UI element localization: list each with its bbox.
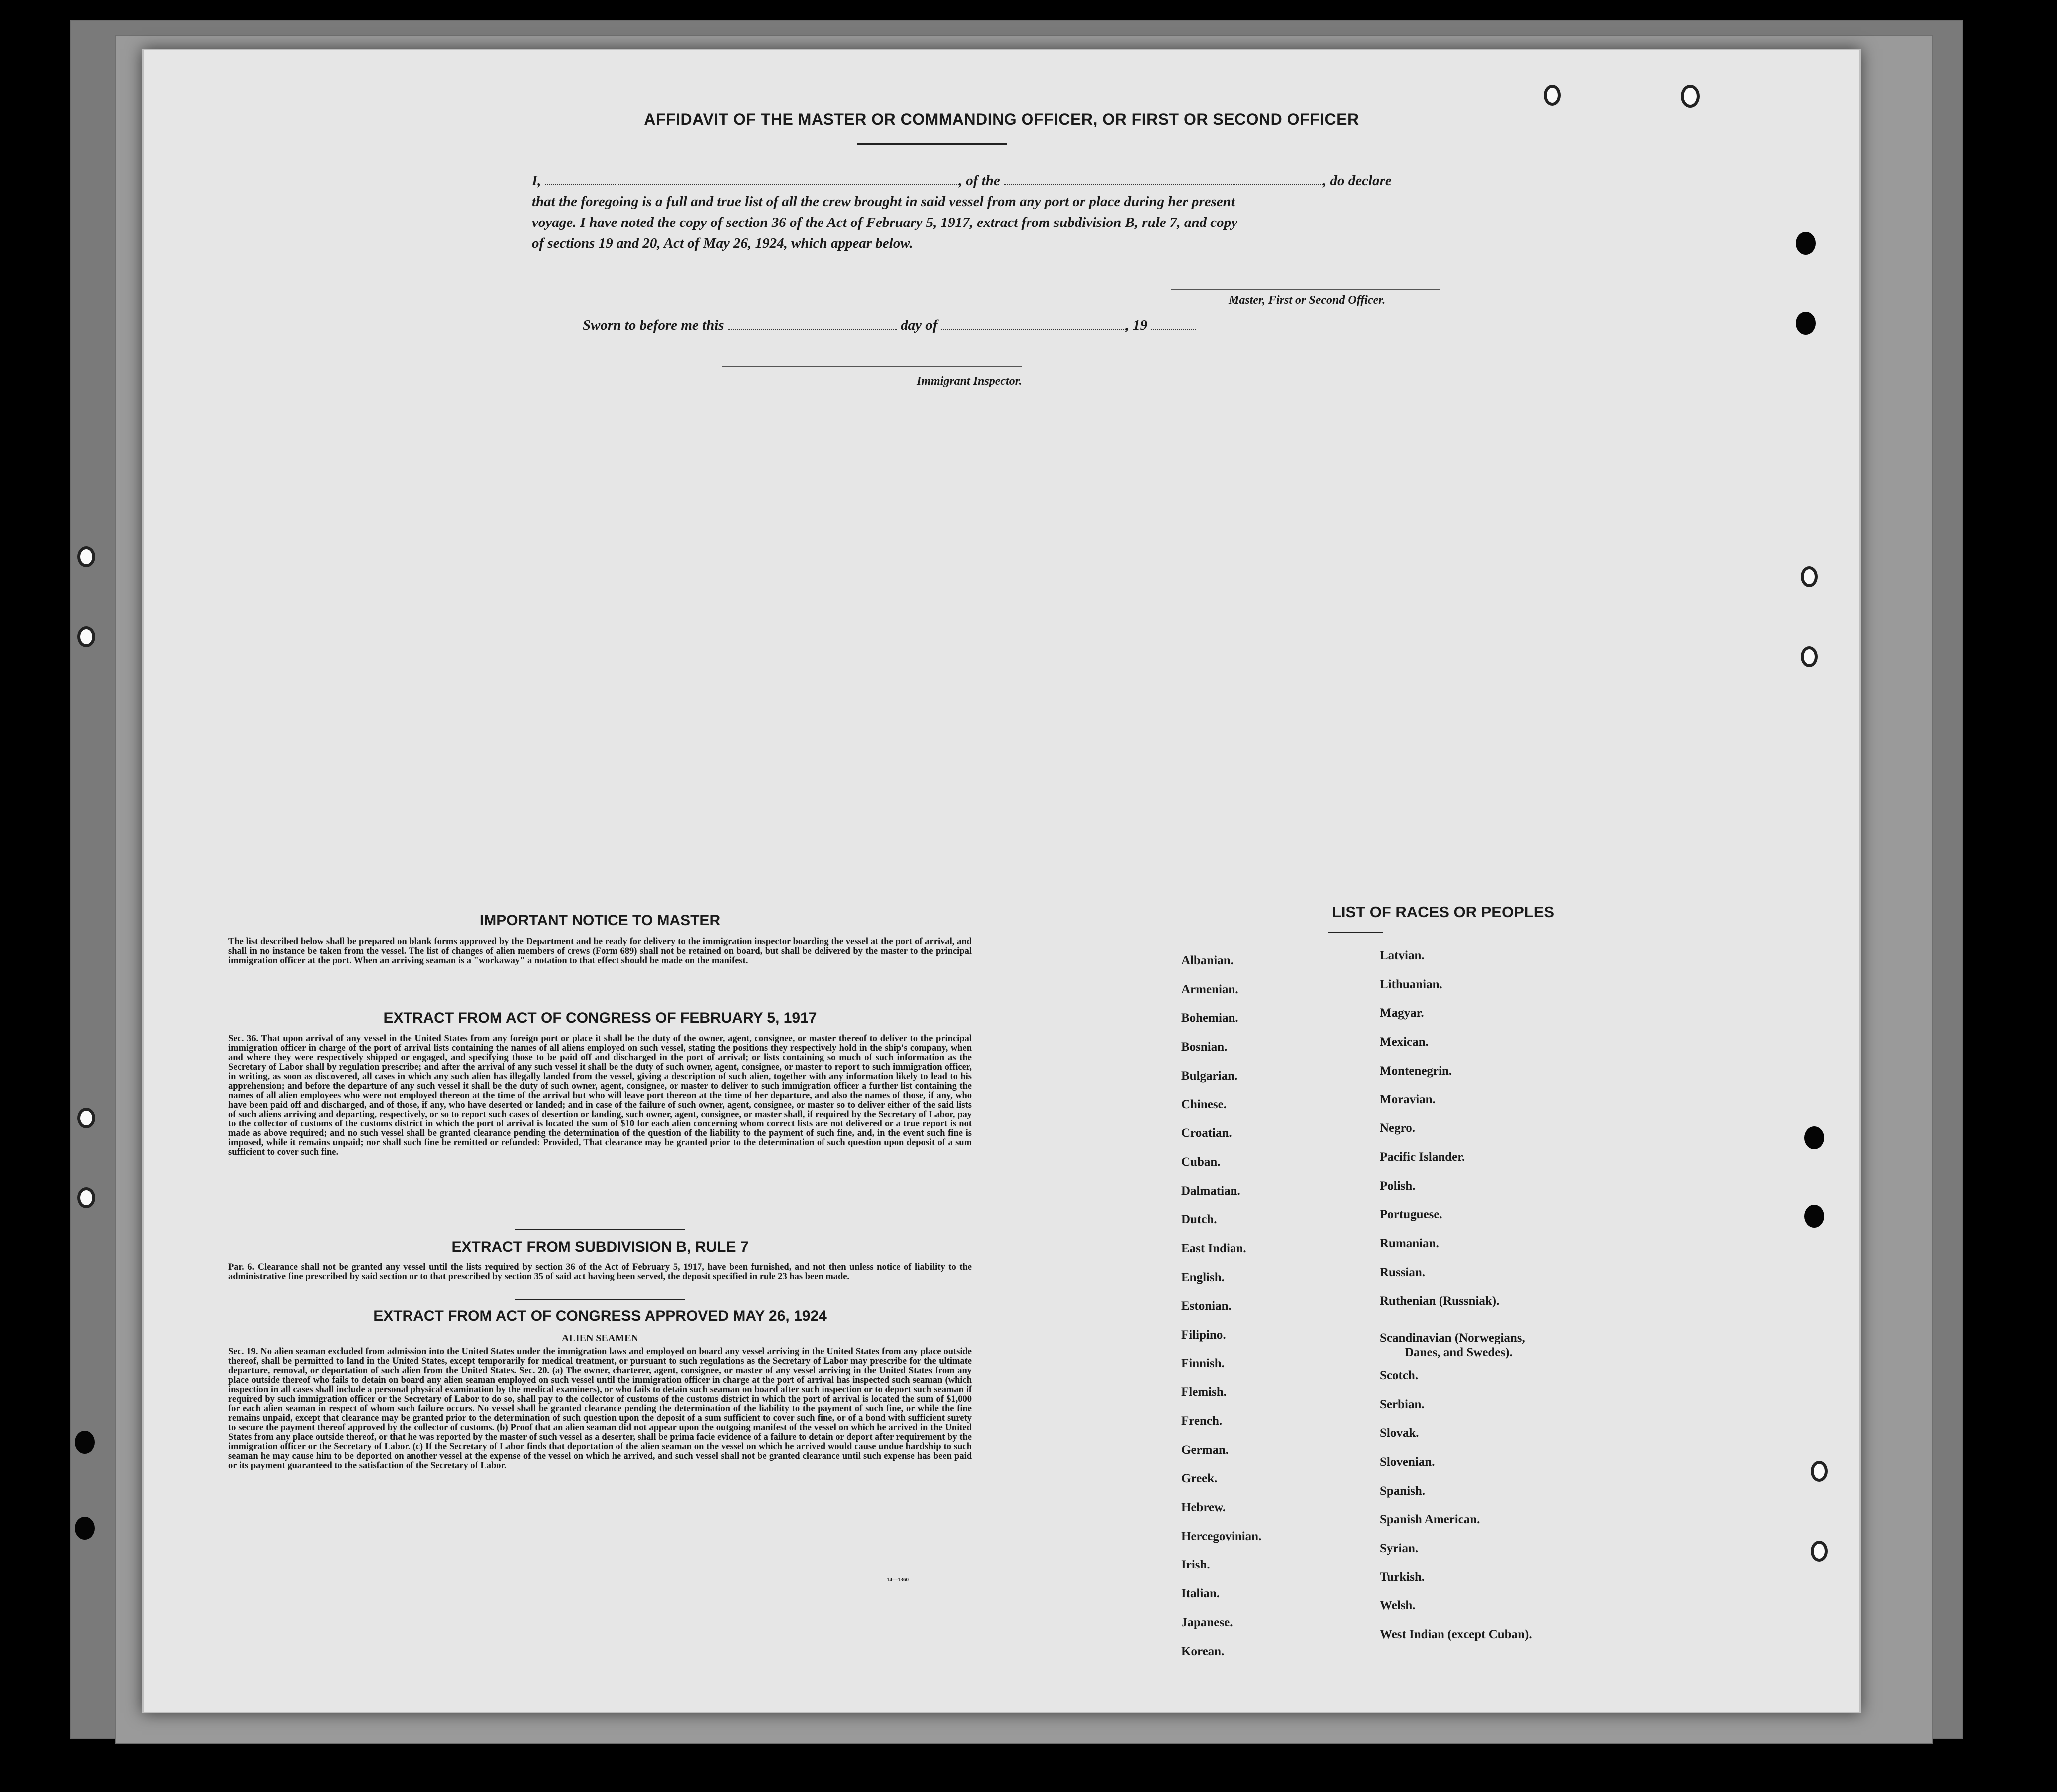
races-right-column xyxy=(1380,948,1532,1656)
race-item: Latvian. xyxy=(1380,949,1425,962)
race-item: Dutch. xyxy=(1181,1213,1217,1227)
binder-hole xyxy=(1796,232,1816,255)
sworn-text: Sworn to before me this xyxy=(583,317,724,333)
race-item: Russian. xyxy=(1380,1265,1426,1279)
race-item: Hebrew. xyxy=(1181,1501,1226,1515)
binder-hole xyxy=(1804,1205,1824,1228)
race-item: Finnish. xyxy=(1181,1356,1225,1370)
declaration-line-1 xyxy=(532,170,1619,191)
race-item: Bosnian. xyxy=(1181,1040,1228,1054)
vessel-name-field[interactable] xyxy=(1004,173,1323,185)
sworn-month-field[interactable] xyxy=(941,318,1126,330)
race-item: Spanish. xyxy=(1380,1484,1426,1498)
sworn-day-field[interactable] xyxy=(728,318,897,330)
declaration-do-declare: , do declare xyxy=(1323,173,1392,189)
binder-hole xyxy=(75,1431,95,1454)
race-item: Bohemian. xyxy=(1181,1011,1238,1025)
race-item: Spanish American. xyxy=(1380,1513,1480,1527)
race-item: Albanian. xyxy=(1181,954,1234,967)
binder-hole xyxy=(75,1517,95,1540)
race-item: Portuguese. xyxy=(1380,1208,1442,1222)
affidavit-title: AFFIDAVIT OF THE MASTER OR COMMANDING OFFICER, OR FIRST OR SECOND OFFICER xyxy=(644,110,1359,128)
alien-seamen-subtitle: ALIEN SEAMEN xyxy=(562,1333,638,1344)
races-title-rule xyxy=(1328,932,1383,933)
binder-hole xyxy=(1811,1461,1828,1482)
race-item: Dalmatian. xyxy=(1181,1184,1240,1198)
race-item: Moravian. xyxy=(1380,1093,1436,1107)
race-item: Slovenian. xyxy=(1380,1455,1435,1469)
race-item: English. xyxy=(1181,1270,1225,1284)
races-title: LIST OF RACES OR PEOPLES xyxy=(1331,903,1555,921)
inspector-signature-line[interactable] xyxy=(722,366,1022,367)
race-item: Montenegrin. xyxy=(1380,1064,1452,1078)
race-item: Slovak. xyxy=(1380,1426,1419,1440)
notice-title: IMPORTANT NOTICE TO MASTER xyxy=(479,912,721,929)
race-item: Magyar. xyxy=(1380,1006,1424,1020)
form-code: 14—1360 xyxy=(887,1577,909,1583)
race-item: Scandinavian (Norwegians, xyxy=(1380,1331,1525,1344)
inspector-signature-label: Immigrant Inspector. xyxy=(917,375,1022,388)
race-item: Cuban. xyxy=(1181,1155,1221,1169)
extract-1917-title: EXTRACT FROM ACT OF CONGRESS OF FEBRUARY 5, 1917 xyxy=(383,1010,817,1026)
binder-hole xyxy=(1804,1126,1824,1149)
race-item: Turkish. xyxy=(1380,1570,1425,1584)
race-item: East Indian. xyxy=(1181,1241,1246,1255)
race-item: Syrian. xyxy=(1380,1542,1419,1556)
sworn-year-prefix: , 19 xyxy=(1125,317,1148,333)
race-item: Croatian. xyxy=(1181,1126,1232,1140)
notice-text: The list described below shall be prepared on blank forms approved by the Department and be ready for delivery to the immigration inspector boarding the vessel at the port of arrival, and shall in no instance be taken from the vessel. The list of changes of alien members of crews (Form 689) shall not be retained on board, but shall be delivered by the master to the principal immigration officer at the port. When an arriving seaman is a "workaway" a notation to that effect should be made on the manifest. xyxy=(228,937,972,966)
declaration-line-4: of sections 19 and 20, Act of May 26, 1924, which appear below. xyxy=(532,235,913,251)
master-signature-line[interactable] xyxy=(1171,289,1440,290)
binder-hole xyxy=(1811,1541,1828,1562)
binder-hole xyxy=(1544,85,1561,106)
race-item: Italian. xyxy=(1181,1587,1220,1601)
race-item: Polish. xyxy=(1380,1179,1416,1193)
sworn-day-of: day of xyxy=(901,317,938,333)
race-item: Flemish. xyxy=(1181,1385,1227,1399)
rule7-text: Par. 6. Clearance shall not be granted any vessel until the lists required by section 36 of the Act of February 5, 1917, have been furnished, and not then unless notice of liability to the administrative fine prescribed by said section or to that prescribed by section 35 of said act having been served, the deposit specified in rule 23 has been made. xyxy=(228,1262,972,1282)
section-rule-2 xyxy=(515,1299,685,1300)
race-item: Armenian. xyxy=(1181,982,1238,996)
race-item: Rumanian. xyxy=(1380,1236,1439,1250)
race-item: Chinese. xyxy=(1181,1098,1227,1112)
title-rule xyxy=(857,143,1007,145)
extract-1924-text: Sec. 19. No alien seaman excluded from admission into the United States under the immigration laws and employed on board any vessel arriving in the United States from any place outside thereof, shall be permitted to land in the United States, except temporarily for medical treatment, or pursuant to such regulations as the Secretary of Labor may prescribe for the ultimate departure, removal, or deportation of such alien from the United States. Sec. 20. (a) The owner, charterer, agent, consignee, or master of any vessel arriving in the United States from any place outside thereof who fails to detain on board any alien seaman employed on such vessel until the immigration officer in charge at the port of arrival has inspected such seaman (which inspection in all cases shall include a personal physical examination by the medical examiners), or who fails to detain such seaman on board after such inspection or to deport such seaman if required by such immigration officer or the Secretary of Labor to do so, shall pay to the collector of customs of the customs district in which the port of arrival is located the sum of $1,000 for each alien seaman in respect of whom such failure occurs. No vessel shall be granted clearance pending the determination of the liability to the payment of such fine, or while the fine remains unpaid, except that clearance may be granted prior to the determination of such question upon the deposit of a sum sufficient to cover such fine, or of a bond with sufficient surety to secure the payment thereof approved by the collector of customs. (b) Proof that an alien seaman did not appear upon the outgoing manifest of the vessel on which he arrived in the United States from any place outside thereof, or that he was reported by the master of such vessel as a deserter, shall be prima facie evidence of a failure to detain or deport after requirement by the immigration officer or the Secretary of Labor. (c) If the Secretary of Labor finds that deportation of the alien seaman on the vessel on which he arrived would cause undue hardship to such seaman he may cause him to be deported on another vessel at the expense of the vessel on which he arrived, and such vessel shall not be granted clearance until such expense has been paid or its payment guaranteed to the satisfaction of the Secretary of Labor. xyxy=(228,1347,972,1471)
master-signature-label: Master, First or Second Officer. xyxy=(1229,294,1386,307)
sworn-year-field[interactable] xyxy=(1151,318,1196,330)
race-item: Irish. xyxy=(1181,1558,1210,1572)
race-item: Danes, and Swedes). xyxy=(1405,1345,1513,1359)
affidavit-declaration xyxy=(532,170,1619,254)
race-item: Mexican. xyxy=(1380,1035,1429,1049)
races-left-column xyxy=(1181,953,1261,1673)
officer-name-field[interactable] xyxy=(545,173,959,185)
race-item: German. xyxy=(1181,1443,1229,1457)
binder-hole xyxy=(77,1187,95,1208)
race-item: Bulgarian. xyxy=(1181,1069,1238,1083)
extract-1917-text: Sec. 36. That upon arrival of any vessel in the United States from any foreign port or place it shall be the duty of the owner, agent, consignee, or master thereof to deliver to the principal immigration officer in charge of the port of arrival lists containing the names of all aliens employed on such vessel, stating the positions they respectively hold in the ship's company, when and where they were respectively shipped or engaged, and specifying those to be paid off and discharged in the port of arrival; or lists containing so much of such information as the Secretary of Labor shall by regulation prescribe; and after the arrival of any such vessel it shall be the duty of such owner, agent, consignee, or master to report to such immigration officer, in writing, as soon as discovered, all cases in which any such alien has illegally landed from the vessel, giving a description of such alien, together with any information likely to lead to his apprehension; and before the departure of any such vessel it shall be the duty of such owner, agent, consignee, or master to deliver to such immigration officer a further list containing the names of all alien employees who were not employed thereon at the time of the arrival but who will leave port thereon at the time of her departure, and also the names of those, if any, who have been paid off and discharged, and of those, if any, who have deserted or landed; and in case of the failure of such owner, agent, consignee, or master so to deliver either of the said lists of such aliens arriving and departing, respectively, or so to report such cases of desertion or landing, such owner, agent, consignee, or master shall, if required by the Secretary of Labor, pay to the collector of customs of the customs district in which the port of arrival is located the sum of $10 for each alien concerning whom correct lists are not delivered or a true report is not made as above required; and no such vessel shall be granted clearance pending the determination of the question of the liability to the payment of such fine, and, in the event such fine is imposed, while it remains unpaid; nor shall such fine be remitted or refunded: Provided, That clearance may be granted prior to the determination of such question upon deposit of a sum sufficient to cover such fine. xyxy=(228,1034,972,1157)
binder-hole xyxy=(77,1108,95,1128)
binder-hole xyxy=(77,546,95,567)
race-item: Estonian. xyxy=(1181,1299,1232,1313)
race-item: Japanese. xyxy=(1181,1615,1233,1629)
binder-hole xyxy=(1796,312,1816,335)
race-item: Filipino. xyxy=(1181,1328,1226,1342)
race-item: Lithuanian. xyxy=(1380,977,1442,991)
race-item: West Indian (except Cuban). xyxy=(1380,1628,1532,1642)
binder-hole xyxy=(1801,646,1818,667)
race-item: Ruthenian (Russniak). xyxy=(1380,1294,1500,1308)
race-item: Korean. xyxy=(1181,1644,1225,1658)
declaration-of-the: , of the xyxy=(958,173,1000,189)
race-item: Pacific Islander. xyxy=(1380,1150,1465,1164)
race-item: Greek. xyxy=(1181,1472,1218,1486)
extract-1924-title: EXTRACT FROM ACT OF CONGRESS APPROVED MAY 26, 1924 xyxy=(373,1308,827,1324)
race-item: Scotch. xyxy=(1380,1368,1419,1382)
race-item: French. xyxy=(1181,1414,1223,1428)
rule7-title: EXTRACT FROM SUBDIVISION B, RULE 7 xyxy=(451,1239,749,1255)
form-page xyxy=(142,49,1861,1713)
race-item: Serbian. xyxy=(1380,1397,1425,1411)
declaration-line-2: that the foregoing is a full and true list of all the crew brought in said vessel from any port or place during her present xyxy=(532,194,1235,210)
race-item: Welsh. xyxy=(1380,1599,1416,1613)
section-rule-1 xyxy=(515,1229,685,1230)
race-item: Hercegovinian. xyxy=(1181,1529,1262,1543)
declaration-line-3: voyage. I have noted the copy of section 36 of the Act of February 5, 1917, extract from subdivision B, rule 7, and copy xyxy=(532,215,1237,230)
declaration-i: I, xyxy=(532,173,541,189)
race-item: Negro. xyxy=(1380,1121,1416,1135)
binder-hole xyxy=(1801,566,1818,587)
sworn-line xyxy=(583,315,1670,336)
binder-hole xyxy=(77,626,95,647)
binder-hole xyxy=(1681,85,1700,108)
